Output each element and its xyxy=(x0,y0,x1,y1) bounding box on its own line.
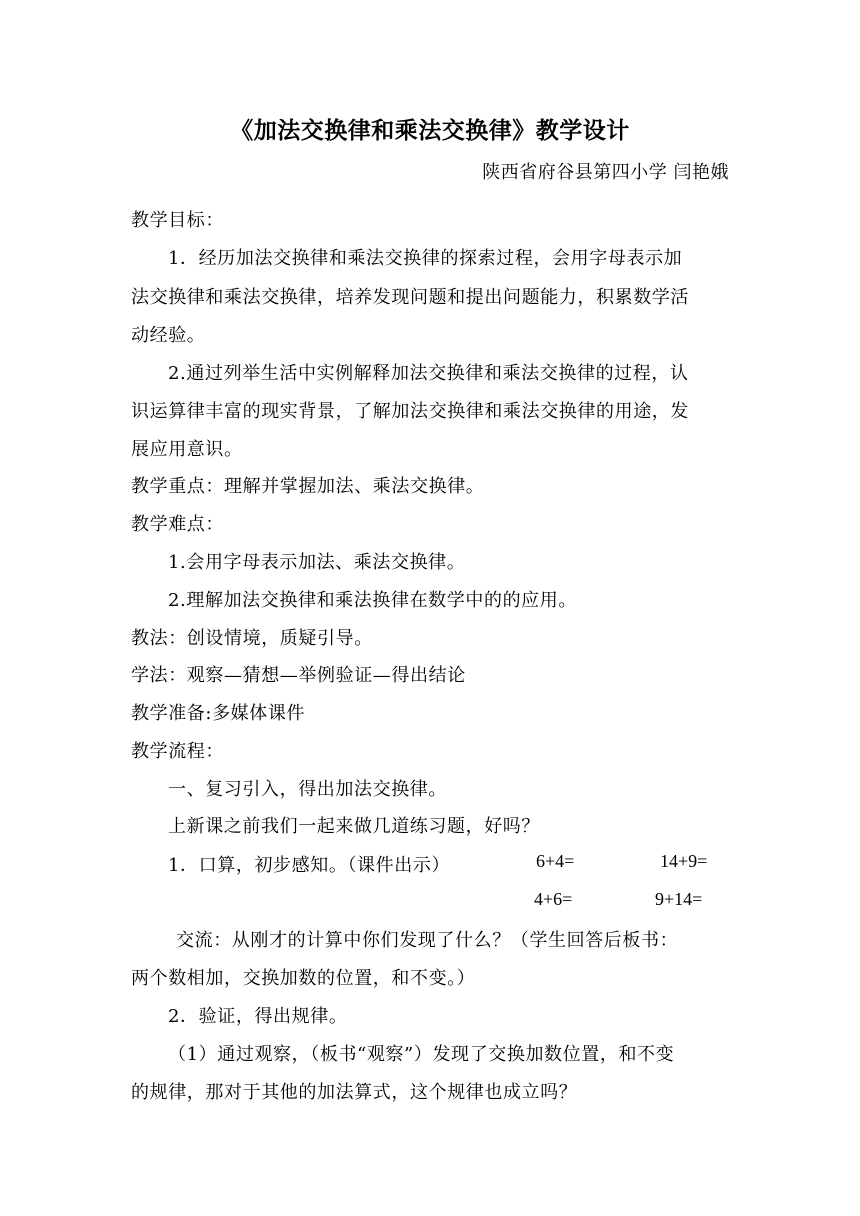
paragraph-line: 的规律，那对于其他的加法算式，这个规律也成立吗？ xyxy=(131,1082,578,1103)
section-heading: 教学难点： xyxy=(131,514,224,535)
paragraph-line: 交流：从刚才的计算中你们发现了什么？（学生回答后板书： xyxy=(176,930,679,951)
math-expression: 9+14= xyxy=(655,889,703,909)
paragraph-line: 2.通过列举生活中实例解释加法交换律和乘法交换律的过程，认 xyxy=(168,363,689,384)
document-title: 《加法交换律和乘法交换律》教学设计 xyxy=(230,118,630,144)
paragraph-line: 动经验。 xyxy=(131,325,206,346)
section-heading: 教学准备:多媒体课件 xyxy=(131,703,306,724)
math-expression: 4+6= xyxy=(534,889,573,909)
paragraph-line: 一、复习引入，得出加法交换律。 xyxy=(168,779,447,800)
paragraph-line: 1.会用字母表示加法、乘法交换律。 xyxy=(168,552,466,573)
math-expression: 14+9= xyxy=(660,851,708,871)
paragraph-line: 识运算律丰富的现实背景，了解加法交换律和乘法交换律的用途，发 xyxy=(131,401,689,422)
paragraph-line: （1）通过观察，（板书“观察”）发现了交换加数位置，和不变 xyxy=(168,1044,675,1065)
paragraph-line: 2.理解加法交换律和乘法换律在数学中的的应用。 xyxy=(168,590,577,611)
section-heading: 教学目标： xyxy=(131,210,224,231)
paragraph-line: 法交换律和乘法交换律，培养发现问题和提出问题能力，积累数学活 xyxy=(131,287,689,308)
section-heading: 教学重点：理解并掌握加法、乘法交换律。 xyxy=(131,476,485,497)
author-line: 陕西省府谷县第四小学 闫艳娥 xyxy=(482,162,729,183)
paragraph-line: 展应用意识。 xyxy=(131,439,243,460)
paragraph-line: 两个数相加，交换加数的位置，和不变。） xyxy=(131,968,476,989)
section-heading: 教法：创设情境，质疑引导。 xyxy=(131,628,373,649)
section-heading: 教学流程： xyxy=(131,741,224,762)
section-heading: 学法：观察—猜想—举例验证—得出结论 xyxy=(131,665,466,686)
paragraph-line: 2．验证，得出规律。 xyxy=(168,1006,348,1027)
math-expression: 6+4= xyxy=(536,851,575,871)
paragraph-line: 1．经历加法交换律和乘法交换律的探索过程，会用字母表示加 xyxy=(168,248,683,269)
paragraph-line: 上新课之前我们一起来做几道练习题，好吗？ xyxy=(168,816,540,837)
paragraph-line: 1．口算，初步感知。（课件出示） xyxy=(168,855,451,876)
